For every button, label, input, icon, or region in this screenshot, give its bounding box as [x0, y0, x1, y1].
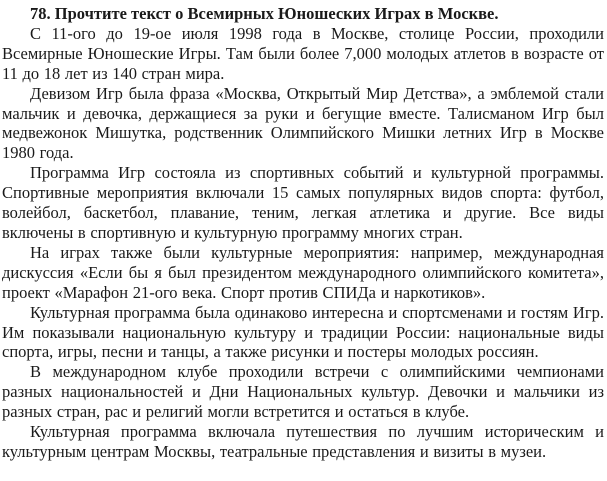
paragraph-international-club: В международном клубе проходили встречи с олимпийскими чемпионами разных национальностей и Дни Национальных культур. Девочки и мальчики из разных стран, рас и религий могли встретится и остаться в клубе.: [2, 362, 604, 422]
paragraph-cultural-events: На играх также были культурные мероприятия: например, международная дискуссия «Если бы я был президентом международного олимпийского комитета», проект «Марафон 21-ого века. Спорт против СПИДа и наркотиков».: [2, 242, 604, 302]
paragraph-cultural-program: Культурная программа была одинаково интересна и спортсменами и гостям Игр. Им показывали национальную культуру и традиции России: национальные виды спорта, игры, песни и танцы, а также рисунки и постеры молодых россиян.: [2, 302, 604, 362]
paragraph-intro: С 11-ого до 19-ое июля 1998 года в Москве, столице России, проходили Всемирные Юношеские Игры. Там были более 7,000 молодых атлетов в возрасте от 11 до 18 лет из 140 стран мира.: [2, 23, 604, 83]
paragraph-program-sports: Программа Игр состояла из спортивных событий и культурной программы. Спортивные мероприятия включали 15 самых популярных видов спорта: футбол, волейбол, баскетбол, плавание, теним, легкая атлетика и другие. Все виды включены в спортивную и культурную программу многих стран.: [2, 163, 604, 242]
paragraph-motto-emblem: Девизом Игр была фраза «Москва, Открытый Мир Детства», а эмблемой стали мальчик и девочка, держащиеся за руки и бегущие вместе. Талисманом Игр был медвежонок Мишутка, родственник Олимпийского Мишки летних Игр в Москве 1980 года.: [2, 83, 604, 163]
exercise-heading: 78. Прочтите текст о Всемирных Юношеских Играх в Москве.: [30, 4, 499, 23]
paragraph-trips: Культурная программа включала путешествия по лучшим историческим и культурным центрам Москвы, театральные представления и визиты в музеи.: [2, 422, 604, 461]
